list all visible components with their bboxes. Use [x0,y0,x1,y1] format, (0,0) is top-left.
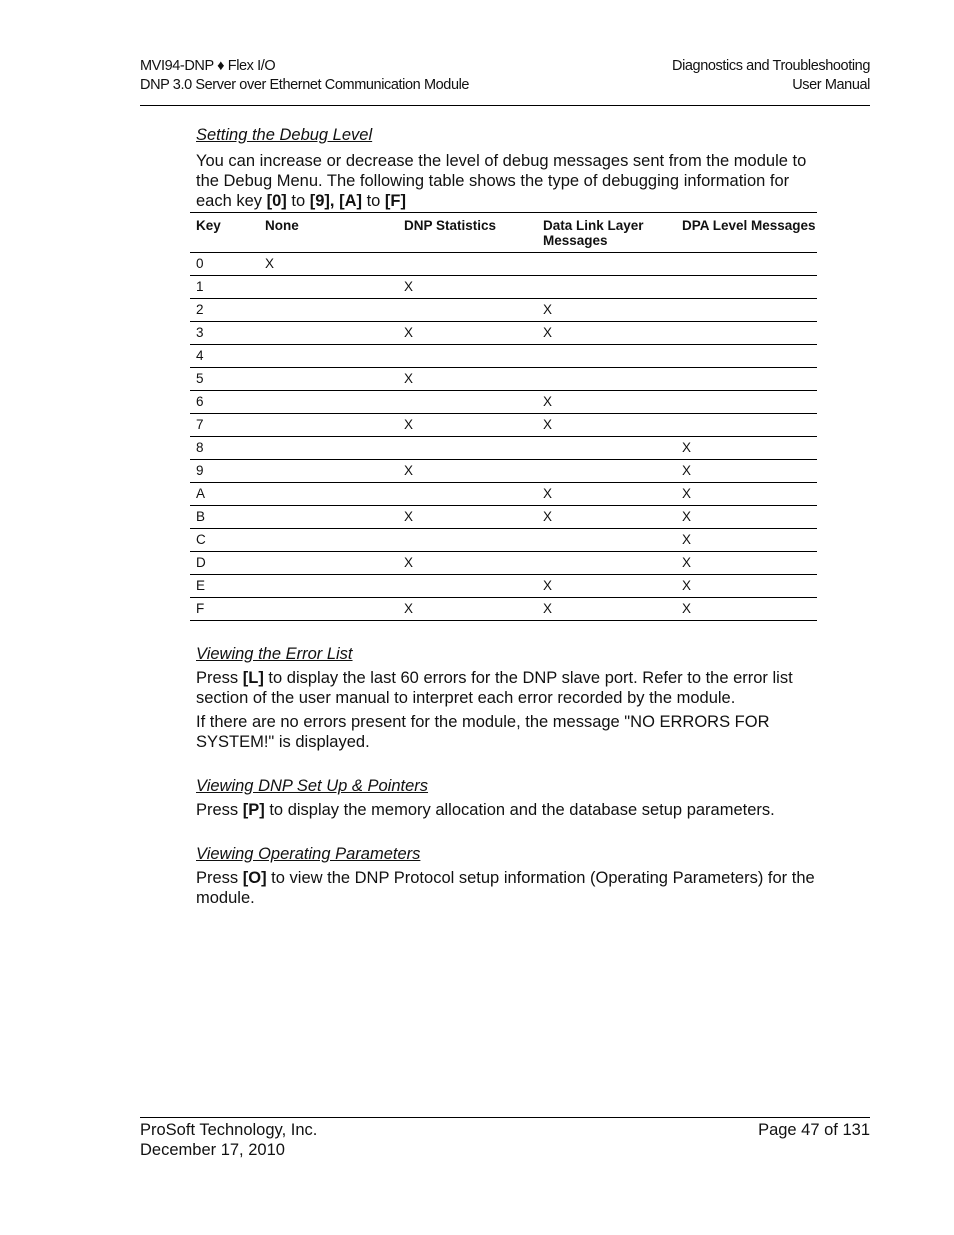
table-cell: X [676,552,817,575]
section-title-operating: Viewing Operating Parameters [196,845,421,863]
table-cell [537,552,676,575]
key-cell: 4 [190,345,259,368]
table-cell [398,299,537,322]
key-cell: B [190,506,259,529]
table-cell: X [537,299,676,322]
key-cell: C [190,529,259,552]
table-cell: X [676,483,817,506]
table-cell [259,529,398,552]
table-cell [676,368,817,391]
table-cell: X [537,598,676,621]
table-row [190,391,817,414]
page-body [196,124,818,211]
press-text: Press [196,869,243,887]
errors-text: to display the last 60 errors for the DNP slave port. Refer to the error list section of the user manual to interpret each error recorded by the module. [196,669,793,707]
debug-text: You can increase or decrease the level of debug messages sent from the module to the Debug Menu. The following table shows the type of debugging information for each key [196,152,807,210]
key-cell: D [190,552,259,575]
table-row [190,253,817,276]
table-row [190,460,817,483]
table-cell: X [398,414,537,437]
table-cell [398,345,537,368]
table-row [190,529,817,552]
table-cell: X [398,552,537,575]
key-o: [O] [242,869,267,887]
page-header [140,57,870,106]
section-title-errors: Viewing the Error List [196,645,353,663]
key-cell: 6 [190,391,259,414]
table-cell [259,598,398,621]
table-cell: X [398,276,537,299]
table-cell [537,345,676,368]
column-header: DPA Level Messages [676,213,817,253]
table-cell [537,276,676,299]
to-text: to [361,192,385,210]
table-cell [259,575,398,598]
table-cell [259,552,398,575]
table-cell [537,529,676,552]
header-section: Diagnostics and Troubleshooting [672,58,870,74]
table-row [190,299,817,322]
key-cell: 5 [190,368,259,391]
errors-paragraph-2: If there are no errors present for the module, the message "NO ERRORS FOR SYSTEM!" is displayed. [196,713,770,751]
to-text: to [286,192,310,210]
table-cell: X [398,598,537,621]
table-row [190,506,817,529]
key-9-a: [9], [A] [309,192,362,210]
table-cell [537,460,676,483]
key-cell: E [190,575,259,598]
table-cell [676,299,817,322]
key-l: [L] [242,669,264,687]
column-header: Data Link Layer Messages [537,213,676,253]
footer-page-number: Page 47 of 131 [758,1121,870,1139]
table-cell: X [676,437,817,460]
table-row [190,276,817,299]
table-cell: X [676,460,817,483]
table-cell [259,322,398,345]
table-row [190,414,817,437]
table-row [190,575,817,598]
key-cell: F [190,598,259,621]
table-row [190,345,817,368]
table-cell: X [676,598,817,621]
key-cell: 0 [190,253,259,276]
press-text: Press [196,669,243,687]
table-cell [398,529,537,552]
key-cell: 7 [190,414,259,437]
key-cell: A [190,483,259,506]
key-cell: 3 [190,322,259,345]
pointers-paragraph [196,800,818,820]
key-cell: 9 [190,460,259,483]
column-header: DNP Statistics [398,213,537,253]
table-cell: X [398,322,537,345]
footer-date: December 17, 2010 [140,1141,285,1159]
table-cell: X [537,414,676,437]
table-cell: X [676,506,817,529]
debug-level-table [190,212,817,621]
key-cell: 1 [190,276,259,299]
table-cell: X [676,529,817,552]
table-cell: X [398,460,537,483]
errors-paragraph-1 [196,668,818,708]
table-cell: X [676,575,817,598]
table-cell [676,276,817,299]
debug-description [196,151,818,211]
table-cell [259,276,398,299]
table-row [190,598,817,621]
table-row [190,437,817,460]
key-p: [P] [242,801,265,819]
header-module: DNP 3.0 Server over Ethernet Communication Module [140,77,470,93]
key-cell: 2 [190,299,259,322]
table-cell: X [537,322,676,345]
pointers-text: to display the memory allocation and the database setup parameters. [264,801,775,819]
error-list-section [196,644,818,908]
key-f: [F] [384,192,406,210]
column-header: None [259,213,398,253]
table-cell: X [398,368,537,391]
table-cell [259,460,398,483]
table-cell: X [259,253,398,276]
table-cell [537,253,676,276]
key-0: [0] [266,192,287,210]
press-text: Press [196,801,243,819]
table-cell [676,414,817,437]
table-row [190,552,817,575]
section-title-pointers: Viewing DNP Set Up & Pointers [196,777,429,795]
table-cell [537,368,676,391]
table-row [190,483,817,506]
column-header: Key [190,213,259,253]
table-cell [259,437,398,460]
table-cell [259,299,398,322]
table-cell [259,483,398,506]
table-cell: X [537,483,676,506]
table-cell [676,391,817,414]
table-row [190,322,817,345]
header-manual: User Manual [792,77,870,93]
table-cell: X [537,391,676,414]
footer-company: ProSoft Technology, Inc. [140,1121,318,1139]
operating-paragraph [196,868,818,908]
table-cell [537,437,676,460]
table-cell [259,506,398,529]
page-footer [140,1117,870,1159]
table-cell [676,253,817,276]
table-cell: X [537,575,676,598]
table-cell: X [398,506,537,529]
table-header-row [190,213,817,253]
table-cell [398,437,537,460]
section-title-debug: Setting the Debug Level [196,126,373,144]
table-cell [398,253,537,276]
table-cell [259,368,398,391]
table-cell [259,414,398,437]
key-cell: 8 [190,437,259,460]
table-cell [259,345,398,368]
operating-text: to view the DNP Protocol setup information (Operating Parameters) for the module. [196,869,815,907]
header-product: MVI94-DNP ♦ Flex I/O [140,58,276,74]
table-cell: X [537,506,676,529]
table-cell [259,391,398,414]
table-cell [676,345,817,368]
table-cell [398,575,537,598]
table-cell [676,322,817,345]
table-cell [398,391,537,414]
table-row [190,368,817,391]
table-cell [398,483,537,506]
